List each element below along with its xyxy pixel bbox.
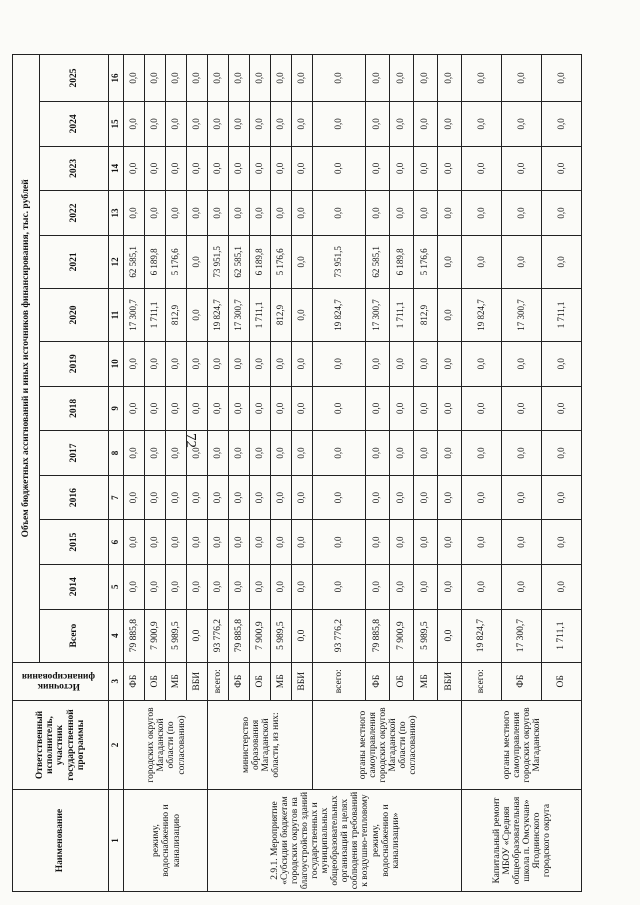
value-cell: 0,0 bbox=[165, 431, 186, 476]
value-cell: 0,0 bbox=[124, 564, 145, 609]
value-cell: 0,0 bbox=[249, 386, 270, 431]
value-cell: 0,0 bbox=[270, 191, 291, 236]
value-cell: 0,0 bbox=[124, 146, 145, 191]
value-cell: 7 900,9 bbox=[389, 609, 413, 662]
value-cell: 0,0 bbox=[291, 342, 312, 387]
value-cell: 0,0 bbox=[124, 520, 145, 565]
value-cell: 0,0 bbox=[270, 342, 291, 387]
value-cell: 0,0 bbox=[541, 191, 581, 236]
value-cell: 0,0 bbox=[501, 191, 541, 236]
value-cell: 0,0 bbox=[365, 191, 389, 236]
value-cell: 0,0 bbox=[501, 564, 541, 609]
value-cell: 0,0 bbox=[501, 102, 541, 147]
value-cell: 0,0 bbox=[165, 102, 186, 147]
value-cell: 0,0 bbox=[437, 609, 461, 662]
value-cell: 0,0 bbox=[413, 431, 437, 476]
column-number: 8 bbox=[109, 431, 124, 476]
value-cell: 0,0 bbox=[270, 431, 291, 476]
value-cell: 0,0 bbox=[541, 564, 581, 609]
value-cell: 0,0 bbox=[291, 191, 312, 236]
value-cell: 17 300,7 bbox=[365, 288, 389, 341]
value-cell: 0,0 bbox=[501, 431, 541, 476]
value-cell: 79 885,8 bbox=[228, 609, 249, 662]
value-cell: 0,0 bbox=[165, 342, 186, 387]
table-container bbox=[12, 54, 582, 892]
value-cell: 0,0 bbox=[207, 475, 228, 520]
year-header: 2024 bbox=[40, 102, 109, 147]
funding-source: МБ bbox=[270, 662, 291, 700]
value-cell: 0,0 bbox=[165, 55, 186, 102]
value-cell: 0,0 bbox=[461, 55, 501, 102]
value-cell: 0,0 bbox=[541, 520, 581, 565]
value-cell: 0,0 bbox=[312, 431, 365, 476]
value-cell: 0,0 bbox=[249, 191, 270, 236]
year-header: 2020 bbox=[40, 288, 109, 341]
value-cell: 0,0 bbox=[501, 342, 541, 387]
value-cell: 0,0 bbox=[144, 520, 165, 565]
column-number: 14 bbox=[109, 146, 124, 191]
header-source bbox=[13, 662, 109, 700]
value-cell: 0,0 bbox=[186, 55, 207, 102]
funding-source: МБ bbox=[165, 662, 186, 700]
value-cell: 0,0 bbox=[389, 520, 413, 565]
value-cell: 0,0 bbox=[389, 191, 413, 236]
value-cell: 0,0 bbox=[207, 55, 228, 102]
year-header: 2016 bbox=[40, 475, 109, 520]
value-cell: 19 824,7 bbox=[461, 288, 501, 341]
value-cell: 0,0 bbox=[207, 102, 228, 147]
funding-source: ОБ bbox=[249, 662, 270, 700]
value-cell: 0,0 bbox=[144, 146, 165, 191]
value-cell: 0,0 bbox=[389, 431, 413, 476]
value-cell: 0,0 bbox=[124, 431, 145, 476]
table-row bbox=[124, 55, 145, 892]
value-cell: 0,0 bbox=[186, 191, 207, 236]
value-cell: 0,0 bbox=[228, 520, 249, 565]
column-number: 2 bbox=[109, 700, 124, 789]
year-header: 2021 bbox=[40, 235, 109, 288]
funding-source: ВБИ bbox=[186, 662, 207, 700]
value-cell: 0,0 bbox=[186, 342, 207, 387]
column-number: 15 bbox=[109, 102, 124, 147]
value-cell: 0,0 bbox=[501, 520, 541, 565]
value-cell: 7 900,9 bbox=[144, 609, 165, 662]
funding-source: всего: bbox=[312, 662, 365, 700]
value-cell: 0,0 bbox=[461, 235, 501, 288]
value-cell: 0,0 bbox=[501, 386, 541, 431]
value-cell: 0,0 bbox=[207, 386, 228, 431]
value-cell: 17 300,7 bbox=[501, 609, 541, 662]
row-responsible: министерство образования Магаданской области, из них: bbox=[207, 700, 312, 789]
value-cell: 0,0 bbox=[437, 55, 461, 102]
year-header: 2018 bbox=[40, 386, 109, 431]
value-cell: 0,0 bbox=[365, 520, 389, 565]
year-header: 2025 bbox=[40, 55, 109, 102]
value-cell: 93 776,2 bbox=[207, 609, 228, 662]
value-cell: 0,0 bbox=[144, 342, 165, 387]
value-cell: 0,0 bbox=[144, 475, 165, 520]
value-cell: 6 189,8 bbox=[144, 235, 165, 288]
value-cell: 0,0 bbox=[437, 191, 461, 236]
column-number: 3 bbox=[109, 662, 124, 700]
year-header: 2015 bbox=[40, 520, 109, 565]
value-cell: 7 900,9 bbox=[249, 609, 270, 662]
value-cell: 0,0 bbox=[461, 191, 501, 236]
value-cell: 0,0 bbox=[312, 475, 365, 520]
value-cell: 19 824,7 bbox=[312, 288, 365, 341]
funding-source: ФБ bbox=[365, 662, 389, 700]
value-cell: 0,0 bbox=[461, 386, 501, 431]
value-cell: 17 300,7 bbox=[228, 288, 249, 341]
value-cell: 0,0 bbox=[291, 564, 312, 609]
value-cell: 0,0 bbox=[228, 475, 249, 520]
value-cell: 19 824,7 bbox=[461, 609, 501, 662]
value-cell: 0,0 bbox=[365, 386, 389, 431]
value-cell: 0,0 bbox=[186, 102, 207, 147]
value-cell: 0,0 bbox=[437, 386, 461, 431]
funding-source: ОБ bbox=[144, 662, 165, 700]
value-cell: 0,0 bbox=[437, 520, 461, 565]
year-header: 2022 bbox=[40, 191, 109, 236]
value-cell: 1 711,1 bbox=[541, 288, 581, 341]
value-cell: 0,0 bbox=[389, 55, 413, 102]
value-cell: 0,0 bbox=[461, 102, 501, 147]
header-name: Наименование bbox=[13, 790, 109, 892]
value-cell: 0,0 bbox=[365, 102, 389, 147]
value-cell: 1 711,1 bbox=[541, 609, 581, 662]
value-cell: 62 585,1 bbox=[124, 235, 145, 288]
value-cell: 0,0 bbox=[437, 564, 461, 609]
value-cell: 0,0 bbox=[312, 102, 365, 147]
value-cell: 0,0 bbox=[501, 235, 541, 288]
funding-source: всего: bbox=[461, 662, 501, 700]
table-row bbox=[207, 55, 228, 892]
value-cell: 0,0 bbox=[165, 386, 186, 431]
value-cell: 0,0 bbox=[413, 342, 437, 387]
year-header: 2023 bbox=[40, 146, 109, 191]
value-cell: 79 885,8 bbox=[365, 609, 389, 662]
value-cell: 0,0 bbox=[249, 564, 270, 609]
value-cell: 0,0 bbox=[461, 564, 501, 609]
value-cell: 0,0 bbox=[249, 475, 270, 520]
value-cell: 73 951,5 bbox=[312, 235, 365, 288]
value-cell: 62 585,1 bbox=[228, 235, 249, 288]
table-row bbox=[312, 55, 365, 892]
value-cell: 0,0 bbox=[249, 55, 270, 102]
value-cell: 0,0 bbox=[312, 520, 365, 565]
funding-source: ФБ bbox=[501, 662, 541, 700]
year-header: 2014 bbox=[40, 564, 109, 609]
value-cell: 6 189,8 bbox=[249, 235, 270, 288]
value-cell: 73 951,5 bbox=[207, 235, 228, 288]
value-cell: 0,0 bbox=[228, 146, 249, 191]
value-cell: 0,0 bbox=[165, 146, 186, 191]
value-cell: 812,9 bbox=[270, 288, 291, 341]
value-cell: 17 300,7 bbox=[124, 288, 145, 341]
value-cell: 0,0 bbox=[270, 146, 291, 191]
value-cell: 0,0 bbox=[291, 520, 312, 565]
value-cell: 0,0 bbox=[165, 564, 186, 609]
funding-table bbox=[12, 54, 582, 892]
value-cell: 0,0 bbox=[461, 146, 501, 191]
value-cell: 1 711,1 bbox=[249, 288, 270, 341]
value-cell: 0,0 bbox=[165, 191, 186, 236]
value-cell: 0,0 bbox=[413, 55, 437, 102]
value-cell: 0,0 bbox=[228, 191, 249, 236]
value-cell: 0,0 bbox=[207, 431, 228, 476]
value-cell: 0,0 bbox=[228, 342, 249, 387]
value-cell: 0,0 bbox=[413, 386, 437, 431]
value-cell: 0,0 bbox=[124, 342, 145, 387]
header-funding-title: Объем бюджетных ассигнований и иных источников финансирования, тыс. рублей bbox=[13, 55, 40, 663]
funding-source: ОБ bbox=[389, 662, 413, 700]
value-cell: 0,0 bbox=[207, 146, 228, 191]
value-cell: 0,0 bbox=[541, 475, 581, 520]
value-cell: 0,0 bbox=[291, 288, 312, 341]
value-cell: 0,0 bbox=[413, 191, 437, 236]
value-cell: 0,0 bbox=[365, 342, 389, 387]
value-cell: 0,0 bbox=[207, 342, 228, 387]
value-cell: 5 989,5 bbox=[165, 609, 186, 662]
value-cell: 0,0 bbox=[144, 55, 165, 102]
value-cell: 0,0 bbox=[389, 386, 413, 431]
value-cell: 0,0 bbox=[186, 146, 207, 191]
funding-source: МБ bbox=[413, 662, 437, 700]
row-name: 2.9.1. Мероприятие «Субсидии бюджетам городских округов на благоустройство зданий государственных и муниципальных общеобразовательных организаций в целях соблюдения требований к воздушно-тепловому режиму, водоснабжению и канализации» bbox=[207, 790, 461, 892]
value-cell: 5 176,6 bbox=[165, 235, 186, 288]
column-number: 1 bbox=[109, 790, 124, 892]
value-cell: 0,0 bbox=[186, 288, 207, 341]
value-cell: 0,0 bbox=[249, 146, 270, 191]
value-cell: 6 189,8 bbox=[389, 235, 413, 288]
table-row bbox=[461, 55, 501, 892]
value-cell: 0,0 bbox=[228, 386, 249, 431]
column-number: 13 bbox=[109, 191, 124, 236]
year-header: Всего bbox=[40, 609, 109, 662]
value-cell: 0,0 bbox=[124, 191, 145, 236]
value-cell: 0,0 bbox=[461, 520, 501, 565]
value-cell: 0,0 bbox=[124, 102, 145, 147]
value-cell: 0,0 bbox=[144, 431, 165, 476]
value-cell: 0,0 bbox=[365, 564, 389, 609]
value-cell: 0,0 bbox=[291, 386, 312, 431]
value-cell: 0,0 bbox=[291, 609, 312, 662]
value-cell: 0,0 bbox=[365, 55, 389, 102]
value-cell: 0,0 bbox=[291, 102, 312, 147]
value-cell: 0,0 bbox=[165, 520, 186, 565]
value-cell: 0,0 bbox=[291, 235, 312, 288]
value-cell: 0,0 bbox=[541, 146, 581, 191]
column-number: 5 bbox=[109, 564, 124, 609]
column-number: 9 bbox=[109, 386, 124, 431]
value-cell: 0,0 bbox=[312, 564, 365, 609]
column-number: 16 bbox=[109, 55, 124, 102]
value-cell: 0,0 bbox=[270, 386, 291, 431]
value-cell: 0,0 bbox=[291, 146, 312, 191]
value-cell: 0,0 bbox=[413, 564, 437, 609]
value-cell: 0,0 bbox=[270, 520, 291, 565]
value-cell: 0,0 bbox=[389, 146, 413, 191]
row-responsible: органы местного самоуправления городских округов Магаданской области (по согласованию) bbox=[312, 700, 461, 789]
value-cell: 0,0 bbox=[312, 342, 365, 387]
value-cell: 0,0 bbox=[291, 475, 312, 520]
value-cell: 0,0 bbox=[389, 102, 413, 147]
column-number: 11 bbox=[109, 288, 124, 341]
row-responsible: органы местного самоуправления городских округов Магаданской bbox=[461, 700, 581, 789]
value-cell: 0,0 bbox=[228, 564, 249, 609]
value-cell: 0,0 bbox=[270, 55, 291, 102]
value-cell: 0,0 bbox=[228, 55, 249, 102]
value-cell: 0,0 bbox=[228, 431, 249, 476]
column-number: 10 bbox=[109, 342, 124, 387]
value-cell: 0,0 bbox=[270, 102, 291, 147]
value-cell: 5 176,6 bbox=[270, 235, 291, 288]
value-cell: 0,0 bbox=[413, 475, 437, 520]
value-cell: 0,0 bbox=[541, 102, 581, 147]
value-cell: 0,0 bbox=[365, 431, 389, 476]
value-cell: 0,0 bbox=[461, 431, 501, 476]
value-cell: 0,0 bbox=[437, 431, 461, 476]
value-cell: 0,0 bbox=[461, 475, 501, 520]
value-cell: 1 711,1 bbox=[144, 288, 165, 341]
value-cell: 0,0 bbox=[249, 342, 270, 387]
value-cell: 0,0 bbox=[207, 191, 228, 236]
value-cell: 0,0 bbox=[312, 386, 365, 431]
value-cell: 79 885,8 bbox=[124, 609, 145, 662]
value-cell: 0,0 bbox=[541, 235, 581, 288]
value-cell: 0,0 bbox=[124, 386, 145, 431]
value-cell: 0,0 bbox=[437, 342, 461, 387]
funding-source: ФБ bbox=[124, 662, 145, 700]
value-cell: 812,9 bbox=[413, 288, 437, 341]
value-cell: 62 585,1 bbox=[365, 235, 389, 288]
value-cell: 0,0 bbox=[186, 431, 207, 476]
column-number: 6 bbox=[109, 520, 124, 565]
value-cell: 0,0 bbox=[228, 102, 249, 147]
header-responsible: Ответственный исполнитель, участник государственной программы bbox=[13, 700, 109, 789]
value-cell: 5 176,6 bbox=[413, 235, 437, 288]
value-cell: 0,0 bbox=[413, 146, 437, 191]
funding-source: ФБ bbox=[228, 662, 249, 700]
value-cell: 0,0 bbox=[165, 475, 186, 520]
funding-source: всего: bbox=[207, 662, 228, 700]
value-cell: 0,0 bbox=[291, 431, 312, 476]
header-source-text: Источник финансирования bbox=[22, 671, 96, 692]
value-cell: 0,0 bbox=[249, 102, 270, 147]
value-cell: 0,0 bbox=[413, 102, 437, 147]
value-cell: 0,0 bbox=[461, 342, 501, 387]
value-cell: 0,0 bbox=[501, 55, 541, 102]
value-cell: 0,0 bbox=[291, 55, 312, 102]
value-cell: 0,0 bbox=[270, 475, 291, 520]
funding-source: ОБ bbox=[541, 662, 581, 700]
value-cell: 0,0 bbox=[437, 475, 461, 520]
row-name: Капитальный ремонт МБОУ «Средняя общеобразовательная школа п. Омсукчан» Ягоднинского городского округа bbox=[461, 790, 581, 892]
value-cell: 93 776,2 bbox=[312, 609, 365, 662]
value-cell: 0,0 bbox=[541, 431, 581, 476]
value-cell: 0,0 bbox=[186, 609, 207, 662]
row-name: режиму, водоснабжению и канализацию bbox=[124, 790, 208, 892]
value-cell: 1 711,1 bbox=[389, 288, 413, 341]
value-cell: 0,0 bbox=[270, 564, 291, 609]
value-cell: 0,0 bbox=[389, 564, 413, 609]
value-cell: 0,0 bbox=[249, 431, 270, 476]
year-header: 2017 bbox=[40, 431, 109, 476]
value-cell: 0,0 bbox=[437, 235, 461, 288]
value-cell: 0,0 bbox=[144, 102, 165, 147]
funding-source: ВБИ bbox=[291, 662, 312, 700]
column-number: 4 bbox=[109, 609, 124, 662]
value-cell: 5 989,5 bbox=[270, 609, 291, 662]
value-cell: 0,0 bbox=[437, 288, 461, 341]
value-cell: 17 300,7 bbox=[501, 288, 541, 341]
value-cell: 0,0 bbox=[249, 520, 270, 565]
value-cell: 0,0 bbox=[186, 475, 207, 520]
value-cell: 19 824,7 bbox=[207, 288, 228, 341]
value-cell: 0,0 bbox=[413, 520, 437, 565]
value-cell: 0,0 bbox=[541, 342, 581, 387]
value-cell: 0,0 bbox=[389, 475, 413, 520]
value-cell: 0,0 bbox=[365, 475, 389, 520]
value-cell: 0,0 bbox=[312, 191, 365, 236]
value-cell: 0,0 bbox=[186, 520, 207, 565]
value-cell: 0,0 bbox=[124, 55, 145, 102]
row-responsible: городских округов Магаданской области (по согласованию) bbox=[124, 700, 208, 789]
value-cell: 812,9 bbox=[165, 288, 186, 341]
value-cell: 0,0 bbox=[437, 146, 461, 191]
value-cell: 5 989,5 bbox=[413, 609, 437, 662]
value-cell: 0,0 bbox=[541, 55, 581, 102]
value-cell: 0,0 bbox=[186, 386, 207, 431]
funding-source: ВБИ bbox=[437, 662, 461, 700]
column-number: 12 bbox=[109, 235, 124, 288]
value-cell: 0,0 bbox=[312, 55, 365, 102]
value-cell: 0,0 bbox=[144, 564, 165, 609]
value-cell: 0,0 bbox=[207, 564, 228, 609]
page-number: 72 bbox=[182, 433, 199, 448]
value-cell: 0,0 bbox=[501, 146, 541, 191]
value-cell: 0,0 bbox=[437, 102, 461, 147]
value-cell: 0,0 bbox=[207, 520, 228, 565]
value-cell: 0,0 bbox=[186, 564, 207, 609]
value-cell: 0,0 bbox=[144, 191, 165, 236]
value-cell: 0,0 bbox=[541, 386, 581, 431]
value-cell: 0,0 bbox=[365, 146, 389, 191]
column-number: 7 bbox=[109, 475, 124, 520]
value-cell: 0,0 bbox=[312, 146, 365, 191]
year-header: 2019 bbox=[40, 342, 109, 387]
value-cell: 0,0 bbox=[186, 235, 207, 288]
value-cell: 0,0 bbox=[124, 475, 145, 520]
value-cell: 0,0 bbox=[144, 386, 165, 431]
value-cell: 0,0 bbox=[501, 475, 541, 520]
value-cell: 0,0 bbox=[389, 342, 413, 387]
